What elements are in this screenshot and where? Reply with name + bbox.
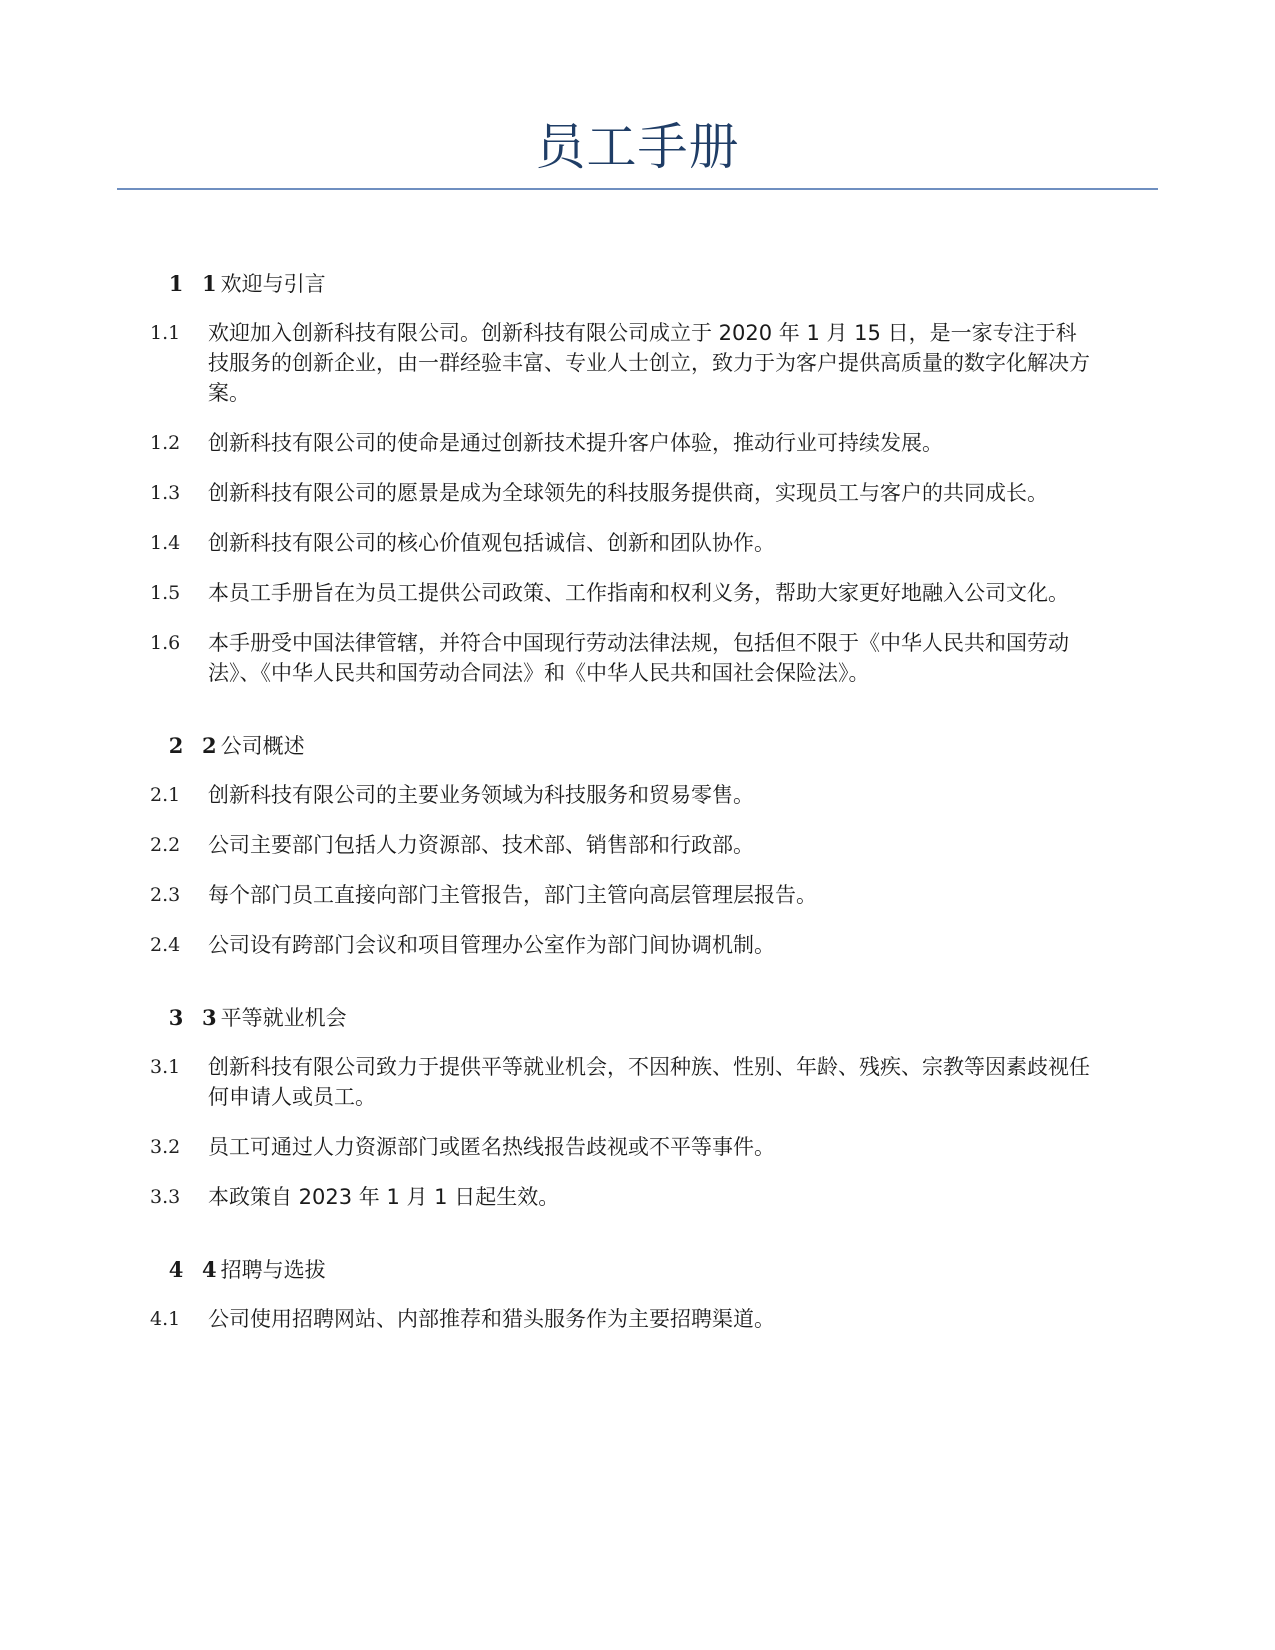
clause (150, 1304, 1140, 1334)
clause (150, 1052, 1140, 1112)
section-heading (150, 1002, 1140, 1032)
clause (150, 780, 1140, 810)
section-title-number: 2 (202, 733, 217, 758)
clause (150, 930, 1140, 960)
clause-number: 1.3 (150, 482, 181, 504)
clause-text: 创新科技有限公司的使命是通过创新技术提升客户体验，推动行业可持续发展。 (208, 431, 943, 455)
clause-text: 创新科技有限公司的愿景是成为全球领先的科技服务提供商，实现员工与客户的共同成长。 (208, 481, 1048, 505)
clause-number: 3.3 (150, 1186, 181, 1208)
clause-text: 公司设有跨部门会议和项目管理办公室作为部门间协调机制。 (208, 933, 775, 957)
clause (150, 880, 1140, 910)
clause-text: 创新科技有限公司的核心价值观包括诚信、创新和团队协作。 (208, 531, 775, 555)
section-heading (150, 268, 1140, 298)
section-title-text: 招聘与选拔 (220, 1258, 326, 1282)
section-title (202, 268, 326, 298)
section-number: 1 (168, 271, 184, 296)
page-title: 员工手册 (535, 118, 740, 176)
clause-text: 本政策自 2023 年 1 月 1 日起生效。 (208, 1185, 560, 1209)
section-title-text: 公司概述 (220, 734, 305, 758)
clause-text: 公司使用招聘网站、内部推荐和猎头服务作为主要招聘渠道。 (208, 1307, 775, 1331)
section-title-text: 欢迎与引言 (220, 272, 326, 296)
section-heading (150, 1254, 1140, 1284)
clause-number: 4.1 (150, 1308, 181, 1330)
title-divider (117, 188, 1158, 190)
section-title-text: 平等就业机会 (220, 1006, 347, 1030)
section-title-number: 4 (202, 1257, 217, 1282)
clause (150, 1182, 1140, 1212)
clause-text: 公司主要部门包括人力资源部、技术部、销售部和行政部。 (208, 833, 754, 857)
clause-number: 3.2 (150, 1136, 181, 1158)
section-company-overview (150, 730, 1140, 960)
clause-text: 欢迎加入创新科技有限公司。创新科技有限公司成立于 2020 年 1 月 15 日，是一家专注于科技服务的创新企业，由一群经验丰富、专业人士创立，致力于为客户提供高质量的数字化解决方案。 (208, 321, 1090, 405)
document-body (150, 268, 1140, 1376)
clause-text: 本员工手册旨在为员工提供公司政策、工作指南和权利义务，帮助大家更好地融入公司文化。 (208, 581, 1069, 605)
clause-number: 3.1 (150, 1056, 181, 1078)
section-title (202, 730, 305, 760)
clause (150, 318, 1140, 408)
clause-text: 员工可通过人力资源部门或匿名热线报告歧视或不平等事件。 (208, 1135, 775, 1159)
clause-number: 1.6 (150, 632, 181, 654)
clause (150, 478, 1140, 508)
section-number: 2 (168, 733, 184, 758)
section-welcome (150, 268, 1140, 688)
clause-text: 创新科技有限公司的主要业务领域为科技服务和贸易零售。 (208, 783, 754, 807)
section-title-number: 1 (202, 271, 217, 296)
section-number: 4 (168, 1257, 184, 1282)
section-heading (150, 730, 1140, 760)
clause (150, 428, 1140, 458)
clause-text: 创新科技有限公司致力于提供平等就业机会，不因种族、性别、年龄、残疾、宗教等因素歧视任何申请人或员工。 (208, 1055, 1090, 1109)
clause (150, 578, 1140, 608)
section-title (202, 1254, 326, 1284)
section-title-number: 3 (202, 1005, 217, 1030)
clause-number: 1.1 (150, 322, 181, 344)
section-recruitment (150, 1254, 1140, 1334)
clause (150, 830, 1140, 860)
clause-number: 2.4 (150, 934, 181, 956)
clause (150, 1132, 1140, 1162)
clause (150, 628, 1140, 688)
clause-number: 1.5 (150, 582, 181, 604)
section-number: 3 (168, 1005, 184, 1030)
clause (150, 528, 1140, 558)
clause-number: 2.3 (150, 884, 181, 906)
clause-number: 2.1 (150, 784, 181, 806)
clause-number: 1.4 (150, 532, 181, 554)
clause-text: 每个部门员工直接向部门主管报告，部门主管向高层管理层报告。 (208, 883, 817, 907)
clause-number: 1.2 (150, 432, 181, 454)
section-title (202, 1002, 347, 1032)
clause-text: 本手册受中国法律管辖，并符合中国现行劳动法律法规，包括但不限于《中华人民共和国劳动法》、《中华人民共和国劳动合同法》和《中华人民共和国社会保险法》。 (208, 631, 1069, 685)
section-equal-opportunity (150, 1002, 1140, 1212)
clause-number: 2.2 (150, 834, 181, 856)
